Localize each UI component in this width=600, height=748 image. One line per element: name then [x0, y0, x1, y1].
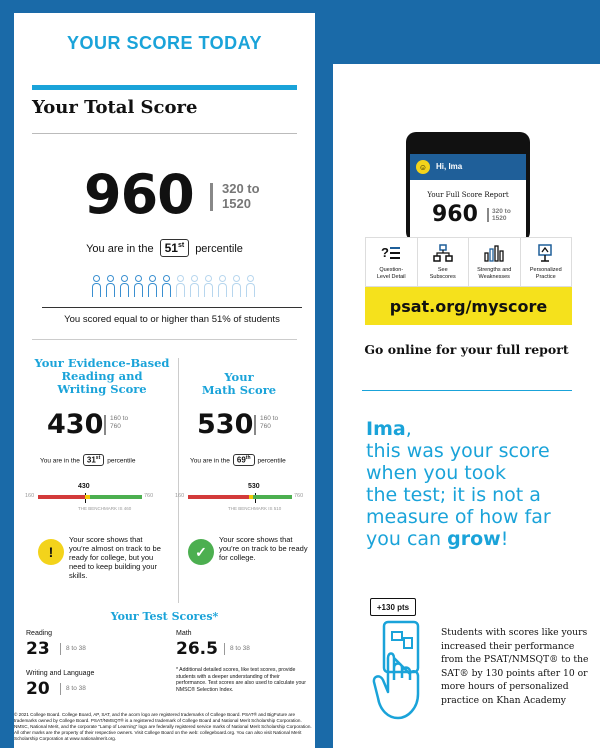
ebrw-title: [32, 357, 172, 396]
range-divider: [224, 643, 225, 655]
writing-range: 8 to 38: [66, 685, 86, 692]
math-test-range: 8 to 38: [230, 645, 250, 652]
message-line: measure of how far: [366, 506, 551, 528]
ebrw-percentile: [40, 454, 135, 466]
percentile-prefix: You are in the: [190, 457, 230, 465]
math-range: [260, 415, 278, 431]
math-benchmark: THE BENCHMARK IS 510: [228, 506, 282, 511]
scale-min: 160: [25, 493, 35, 499]
scale-max: 760: [294, 493, 304, 499]
feature-subscores: [418, 238, 470, 286]
scale-green-zone: [253, 495, 292, 499]
percentile-line: [14, 239, 315, 257]
feature-practice: [521, 238, 572, 286]
report-url-link[interactable]: psat.org/myscore: [365, 287, 572, 325]
vertical-divider: [178, 358, 179, 603]
message-end: !: [500, 528, 509, 550]
message-line: when you took: [366, 462, 507, 484]
feature-label: Question- Level Detail: [376, 267, 406, 280]
message-line: you can: [366, 528, 448, 550]
accent-rule: [32, 85, 297, 90]
math-status-text: Your score shows that you're on track to be ready for college.: [219, 535, 308, 562]
feature-strengths: [469, 238, 521, 286]
range-divider: [254, 415, 256, 435]
math-scale: [188, 495, 292, 499]
practice-icon: [535, 242, 557, 264]
ebrw-title-line: Writing Score: [57, 382, 147, 396]
person-icon: [147, 275, 158, 299]
percentile-suffix: st: [95, 455, 101, 461]
person-icon: [245, 275, 256, 299]
ebrw-marker-value: 430: [78, 483, 90, 490]
test-scores-note: * Additional detailed scores, like test scores, provide students with a deeper understanding of their performance. Test scores are also used to calculate your NMSC® Selection Index.: [176, 667, 306, 693]
scale-green-zone: [90, 495, 142, 499]
reading-score: 23: [26, 639, 50, 659]
person-icon: [161, 275, 172, 299]
go-online-text: Go online for your full report: [364, 342, 569, 357]
scale-min: 160: [175, 493, 185, 499]
writing-score: 20: [26, 679, 50, 699]
ebrw-scale: [38, 495, 142, 499]
exclamation-icon: !: [38, 539, 64, 565]
ebrw-status-text: Your score shows that you're almost on track to be ready for college, but you need to keep building your skills.: [69, 535, 161, 580]
svg-text:?: ?: [381, 245, 390, 260]
divider: [362, 390, 572, 391]
range-line-2: 760: [260, 423, 271, 430]
ebrw-range: [110, 415, 128, 431]
message-line: the test; it is not a: [366, 484, 541, 506]
percentile-value: 51: [164, 241, 178, 255]
scale-max: 760: [144, 493, 154, 499]
ebrw-score: 430: [47, 409, 104, 440]
phone-range: [492, 208, 511, 222]
percentile-people-graphic: [91, 275, 256, 299]
math-score: 530: [197, 409, 254, 440]
math-title-line: Your: [224, 370, 254, 384]
total-score-value: 960: [84, 163, 194, 226]
divider: [32, 339, 297, 340]
range-line-2: 760: [110, 423, 121, 430]
percentile-badge: [160, 239, 190, 257]
percentile-value: 31: [86, 455, 96, 465]
percentile-value: 69: [236, 455, 246, 465]
percentile-suffix: th: [245, 455, 251, 461]
range-line-1: 160 to: [260, 415, 279, 422]
percentile-word: percentile: [107, 457, 136, 465]
range-divider: [210, 183, 213, 211]
person-icon: [217, 275, 228, 299]
reading-range: 8 to 38: [66, 645, 86, 652]
person-icon: [133, 275, 144, 299]
percentile-prefix: You are in the: [86, 243, 154, 255]
points-badge: +130 pts: [370, 598, 416, 616]
grow-word: grow: [447, 528, 501, 550]
checkmark-icon: ✓: [188, 539, 214, 565]
range-divider: [60, 683, 61, 695]
percentile-badge: [83, 454, 104, 466]
phone-score: 960: [432, 202, 478, 227]
question-list-icon: [380, 242, 402, 264]
total-score-title: Your Total Score: [32, 97, 198, 118]
students-improvement-text: Students with scores like yours increased their performance from the PSAT/NMSQT® to the SAT® by 130 points after 10 or more hours of personalized practice on Khan Academy: [441, 627, 589, 706]
math-marker-value: 530: [248, 483, 260, 490]
person-icon: [91, 275, 102, 299]
person-icon: [119, 275, 130, 299]
legal-footer: © 2021 College Board. College Board, AP, SAT, and the acorn logo are registered trademarks of College Board. PSAT® and BigFuture are trademarks owned by College Board. PSAT/NMSQT® is a registered trademark of College Board and National Merit Scholarship Corporation. NMSC, National Merit, and the corporate "Lamp of Learning" logo are federally registered service marks of National Merit Scholarship Corporation. All other marks are the property of their respective owners. Visit College Board on the web: collegeboard.org. You can also visit National Merit Scholarship Corporation at www.nationalmerit.org.: [14, 712, 312, 741]
range-divider: [104, 415, 106, 435]
percentile-word: percentile: [195, 243, 243, 255]
range-line-1: 160 to: [110, 415, 129, 422]
encouragement-message: Ima, this was your score when you took the test; it is not a measure of how far you can grow!: [366, 418, 596, 550]
header-title: YOUR SCORE TODAY: [66, 33, 263, 53]
reading-label: Reading: [26, 630, 53, 637]
feature-label: See Subscores: [429, 267, 456, 280]
score-card: [14, 13, 315, 748]
range-divider: [60, 643, 61, 655]
divider: [32, 133, 297, 134]
ebrw-benchmark: THE BENCHMARK IS 460: [78, 506, 132, 511]
range-line-1: 320 to: [492, 208, 511, 215]
feature-label: Personalized Practice: [529, 267, 562, 280]
person-icon: [105, 275, 116, 299]
phone-greeting: Hi, Ima: [436, 162, 463, 171]
phone-report-title: Your Full Score Report: [427, 191, 509, 199]
percentile-word: percentile: [257, 457, 286, 465]
report-features: [365, 237, 572, 287]
math-test-score: 26.5: [176, 639, 218, 659]
percentile-badge: [233, 454, 255, 466]
feature-question-level: [366, 238, 418, 286]
test-scores-title: Your Test Scores*: [110, 610, 219, 623]
person-icon: [175, 275, 186, 299]
writing-label: Writing and Language: [26, 670, 95, 677]
range-line-2: 1520: [222, 196, 251, 211]
ebrw-title-line: Reading and: [61, 369, 143, 383]
math-title: [184, 371, 294, 397]
scale-red-zone: [188, 495, 249, 499]
range-line-2: 1520: [492, 215, 507, 222]
scale-red-zone: [38, 495, 85, 499]
feature-label: Strengths and Weaknesses: [477, 267, 512, 280]
message-line: this was your score: [366, 440, 550, 462]
math-percentile: [190, 454, 286, 466]
person-icon: [203, 275, 214, 299]
ebrw-title-line: Your Evidence-Based: [34, 356, 170, 370]
bar-chart-icon: [483, 242, 505, 264]
smiley-icon: ☺: [416, 160, 430, 174]
person-icon: [189, 275, 200, 299]
total-score-range: [222, 181, 260, 211]
tap-phone-icon: [370, 618, 432, 728]
range-line-1: 320 to: [222, 181, 260, 196]
student-name: Ima: [366, 418, 406, 440]
percentile-prefix: You are in the: [40, 457, 80, 465]
hierarchy-icon: [432, 242, 454, 264]
scored-line: You scored equal to or higher than 51% of students: [42, 307, 302, 325]
math-title-line: Math Score: [201, 383, 277, 397]
percentile-suffix: st: [177, 242, 185, 249]
range-divider: [487, 208, 489, 222]
math-test-label: Math: [176, 630, 192, 637]
person-icon: [231, 275, 242, 299]
